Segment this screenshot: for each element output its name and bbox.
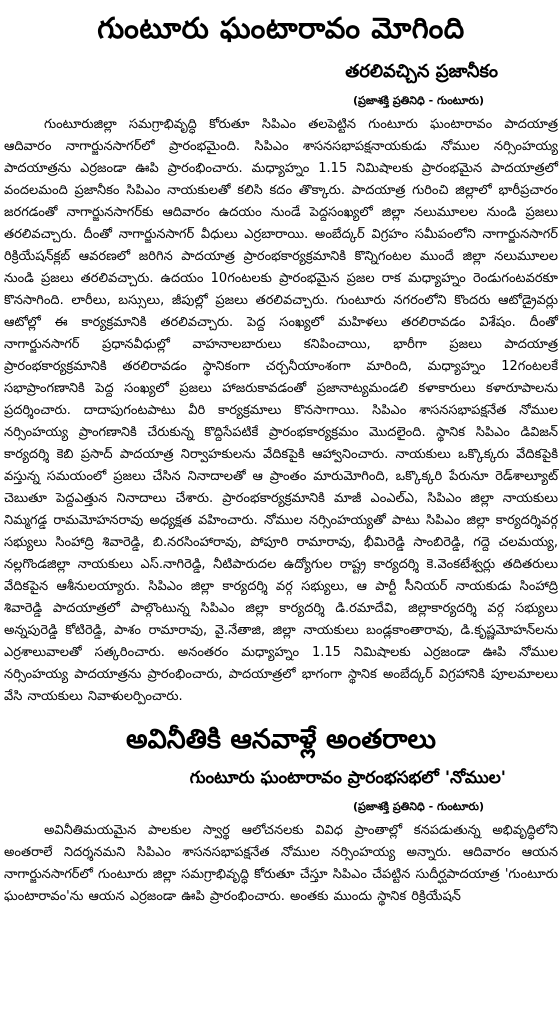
article2-byline: (ప్రజాశక్తి ప్రతినిధి - గుంటూరు): [353, 800, 484, 813]
article2-subheadline: గుంటూరు ఘంటారావం ప్రారంభసభలో 'నోముల': [189, 768, 506, 788]
article1-body: గుంటూరుజిల్లా సమగ్రాభివృద్ధి కోరుతూ సిపిఎం తలపెట్టిన గుంటూరు ఘంటారావం పాదయాత్ర ఆదివారం నాగార్జునసాగర్‌లో ప్రారంభమైంది. సిపిఎం శాసనసభాపక్షనాయకుడు నోముల నర్సింహయ్య పాదయాత్రను ఎర్రజండా ఊపి ప్రారంభించారు. మధ్యాహ్నం 1.15 నిమిషాలకు ప్రారంభమైన పాదయాత్రలో వందలమంది ప్రజానీకం సిపిఎం నాయకులతో కలిసి కదం తొక్కారు. పాదయాత్ర గురించి జిల్లాలో భారీప్రచారం జరగడంతో నాగార్జునసాగర్‌కు ఆదివారం ఉదయం నుండే పెద్దసంఖ్యలో జిల్లా నలుమూలల నుండి ప్రజలు తరలివచ్చారు. దీంతో నాగార్జునసాగర్ వీధులు ఎర్రబారాయి. అంబేద్కర్ విగ్రహం సమీపంలోని నాగార్జునసాగర్ రిక్రియేషన్‌క్లబ్ ఆవరణలో జరిగిన పాదయాత్ర ప్రారంభకార్యక్రమానికి కొన్నిగంటల ముందే జిల్లా నలుమూలల నుండి ప్రజలు తరలివచ్చారు. ఉదయం 10గంటలకు ప్రారంభమైన ప్రజల రాక మధ్యాహ్నం రెండుగంటవరకూ కొనసాగింది. లారీలు, బస్సులు, జీపుల్లో ప్రజలు తరలివచ్చారు. గుంటూరు నగరంలోని కొందరు ఆటోడ్రైవర్లు ఆటోల్లో ఈ కార్యక్రమానికి తరలివచ్చారు. పెద్ద సంఖ్యలో మహిళలు తరలిరావడం విశేషం. దీంతో నాగార్జునసాగర్ ప్రధానవీధుల్లో వాహనాలబారులు కనిపించాయి, భారీగా ప్రజలు పాదయాత్ర ప్రారంభకార్యక్రమానికి తరలిరావడం స్థానికంగా చర్చనీయాంశంగా మారింది, మధ్యాహ్నం 12గంటలకే సభాప్రాంగణానికి పెద్ద సంఖ్యలో ప్రజలు హాజరుకావడంతో ప్రజానాట్యమండలి కళాకారులు కళారూపాలను ప్రదర్శించారు. దాదాపుగంటపాటు వీరి కార్యక్రమాలు కొనసాగాయి. సిపిఎం శాసనసభాపక్షనేత నోముల నర్సింహయ్య ప్రాంగణానికి చేరుకున్న కొద్దిసేపటికే ప్రారంభకార్యక్రమం మొదలైంది. స్థానిక సిపిఎం డివిజన్ కార్యదర్శి కెబి ప్రసాద్ పాదయాత్ర నిర్వాహకులను వేదికపైకి ఆహ్వానించారు. నాయకులు ఒక్కొక్కరు వేదికపైకి వస్తున్న సమయంలో ప్రజలు చేసిన నినాదాలతో ఆ ప్రాంతం మారుమోగింది, ఒక్కొక్కరి పేరునూ రెడ్‌శాల్యూట్ చెబుతూ పెద్దఎత్తున నినాదాలు చేశారు. ప్రారంభకార్యక్రమానికి మాజీ ఎంఎల్‌ఎ, సిపిఎం జిల్లా నాయకులు నిమ్మగడ్డ రామమోహనరావు అధ్యక్షత వహించారు. నోముల నర్సింహయ్యతో పాటు సిపిఎం జిల్లా కార్యదర్శివర్గ సభ్యులు సింహాద్రి శివారెడ్డి, బి.నరసింహారావు, పోపూరి రామారావు, భీమిరెడ్డి సాంబిరెడ్డి, గద్దె చలమయ్య, నల్లగొండజిల్లా నాయకులు ఎస్.నాగిరెడ్డి, నీటిపారుదల ఉద్యోగుల రాష్ట్ర కార్యదర్శి కె.వెంకటేశ్వర్లు తదితరులు వేదికపైన ఆశీనులయ్యారు. సిపిఎం జిల్లా కార్యదర్శి వర్గ సభ్యులు, ఆ పార్టీ సీనియర్ నాయకుడు సింహాద్రి శివారెడ్డి పాదయాత్రలో పాల్గొంటున్న సిపిఎం జిల్లా కార్యదర్శి డి.రమాదేవి, జిల్లాకార్యదర్శి వర్గ సభ్యులు అన్నపురెడ్డి కోటిరెడ్డి, పాశం రామారావు, వై.నేతాజి, జిల్లా నాయకులు బండ్లకాంతారావు, డి.కృష్ణమోహన్‌లను ఎర్రశాలువాలతో సత్కరించారు. అనంతరం మధ్యాహ్నం 1.15 నిమిషాలకు ఎర్రజండా ఊపి నోముల నర్సింహయ్య పాదయాత్రను ప్రారంభించారు, పాదయాత్రలో భాగంగా స్థానిక అంబేద్కర్ విగ్రహానికి పూలమాలలు వేసి నాయకులు నివాళులర్పించారు.: [4, 117, 558, 704]
article1-byline: (ప్రజాశక్తి ప్రతినిధి - గుంటూరు): [353, 94, 484, 107]
document-page: [0, 6, 560, 908]
article2-body: అవినీతిమయమైన పాలకుల స్వార్థ ఆలోచనలకు వివిధ ప్రాంతాల్లో కనపడుతున్న అభివృద్ధిలోని అంతరాలే నిదర్శనమని సిపిఎం శాసనసభాపక్షనేత నోముల నర్సింహయ్య అన్నారు. ఆదివారం ఆయన నాగార్జునసాగర్‌లో గుంటూరు జిల్లా సమగ్రాభివృద్ధి కోరుతూ చేస్తూ సిపిఎం చేపట్టిన సుదీర్ఘపాదయాత్ర 'గుంటూరు ఘంటారావం'ను ఆయన ఎర్రజండా ఊపి ప్రారంభించారు. అంతకు ముందు స్థానిక రిక్రియేషన్: [4, 823, 558, 904]
article1-subheadline: తరలివచ్చిన ప్రజానీకం: [345, 61, 498, 82]
article2-headline: అవినీతికి ఆనవాళ్లే అంతరాలు: [125, 724, 437, 755]
article1-headline: గుంటూరు ఘంటారావం మోగింది: [97, 11, 465, 45]
